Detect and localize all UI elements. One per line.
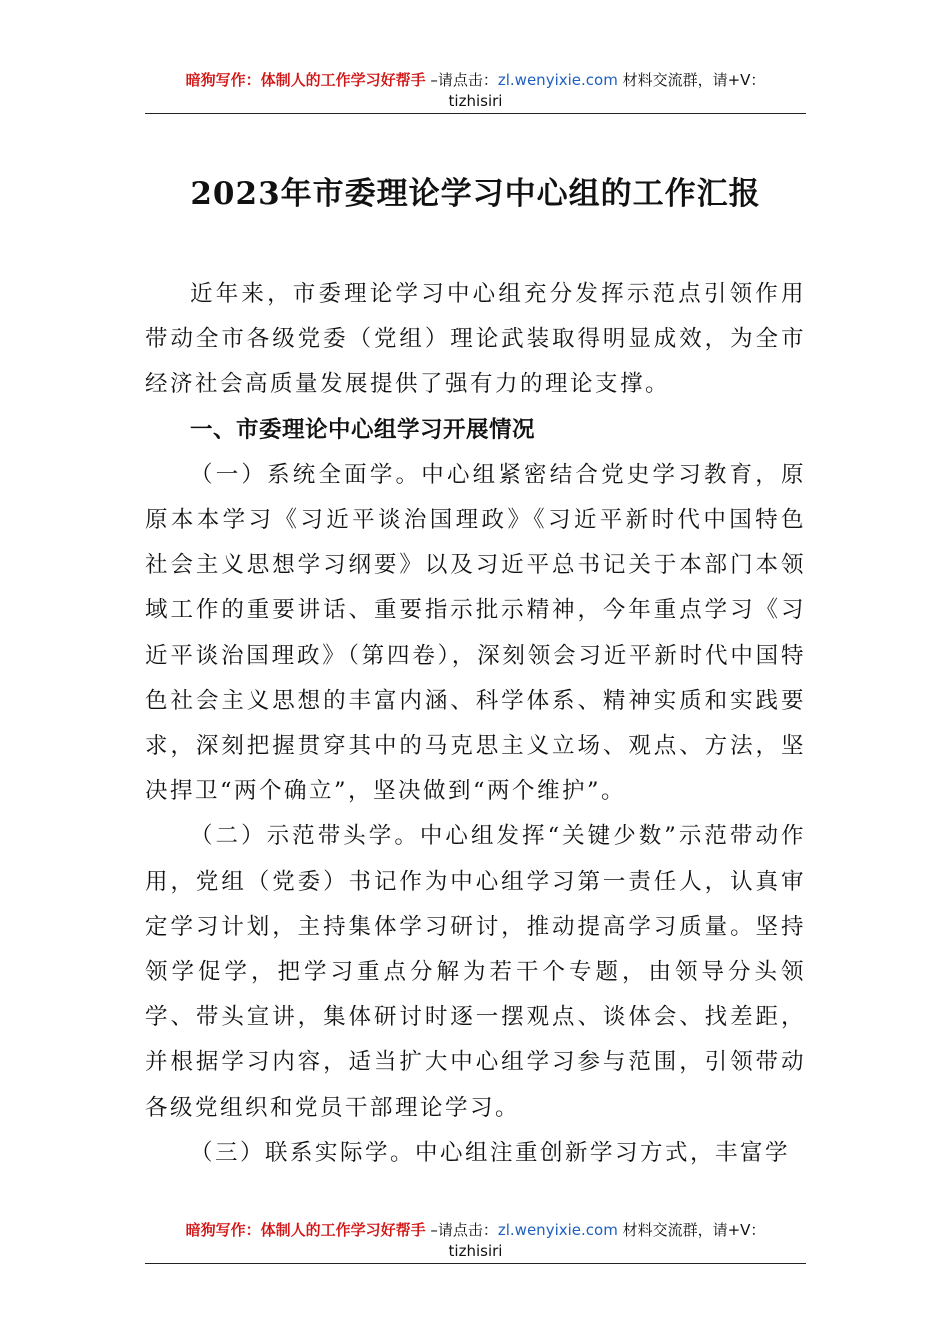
paragraph-1: （一）系统全面学。中心组紧密结合党史学习教育，原原本本学习《习近平谈治国理政》《习近平新时代中国特色社会主义思想学习纲要》以及习近平总书记关于本部门本领域工作的重要讲话、重要指示批示精神，今年重点学习《习近平谈治国理政》（第四卷），深刻领会习近平新时代中国特色社会主义思想的丰富内涵、科学体系、精神实质和实践要求，深刻把握贯穿其中的马克思主义立场、观点、方法，坚决捍卫“两个确立”，坚决做到“两个维护”。 (145, 461, 806, 805)
footer-banner-link[interactable]: zl.wenyixie.com (497, 1221, 618, 1239)
header-banner-slogan: 暗狗写作：体制人的工作学习好帮手 (185, 71, 426, 89)
header-banner-group-text: 材料交流群，请+V： (617, 71, 766, 89)
footer-banner-group-text: 材料交流群，请+V： (617, 1221, 766, 1239)
document-body (145, 272, 806, 1176)
document-title: 2023年市委理论学习中心组的工作汇报 (190, 176, 761, 212)
footer-banner (145, 1220, 806, 1262)
footer-divider (145, 1263, 806, 1264)
header-banner (145, 70, 806, 112)
paragraph-3: （三）联系实际学。中心组注重创新学习方式，丰富学 (190, 1139, 791, 1166)
header-banner-prompt: –请点击： (425, 71, 498, 89)
footer-banner-slogan: 暗狗写作：体制人的工作学习好帮手 (185, 1221, 426, 1239)
paragraph-2: （二）示范带头学。中心组发挥“关键少数”示范带动作用，党组（党委）书记作为中心组学习第一责任人，认真审定学习计划，主持集体学习研讨，推动提高学习质量。坚持领学促学，把学习重点分解为若干个专题，由领导分头领学、带头宣讲，集体研讨时逐一摆观点、谈体会、找差距，并根据学习内容，适当扩大中心组学习参与范围，引领带动各级党组织和党员干部理论学习。 (145, 823, 806, 1121)
footer-banner-wechat: tizhisiri (448, 1242, 503, 1260)
header-divider (145, 113, 806, 114)
section-heading: 一、市委理论中心组学习开展情况 (190, 416, 536, 443)
header-banner-link[interactable]: zl.wenyixie.com (497, 71, 618, 89)
header-banner-wechat: tizhisiri (448, 92, 503, 110)
intro-paragraph: 近年来，市委理论学习中心组充分发挥示范点引领作用带动全市各级党委（党组）理论武装取得明显成效，为全市经济社会高质量发展提供了强有力的理论支撑。 (145, 281, 806, 398)
footer-banner-prompt: –请点击： (425, 1221, 498, 1239)
